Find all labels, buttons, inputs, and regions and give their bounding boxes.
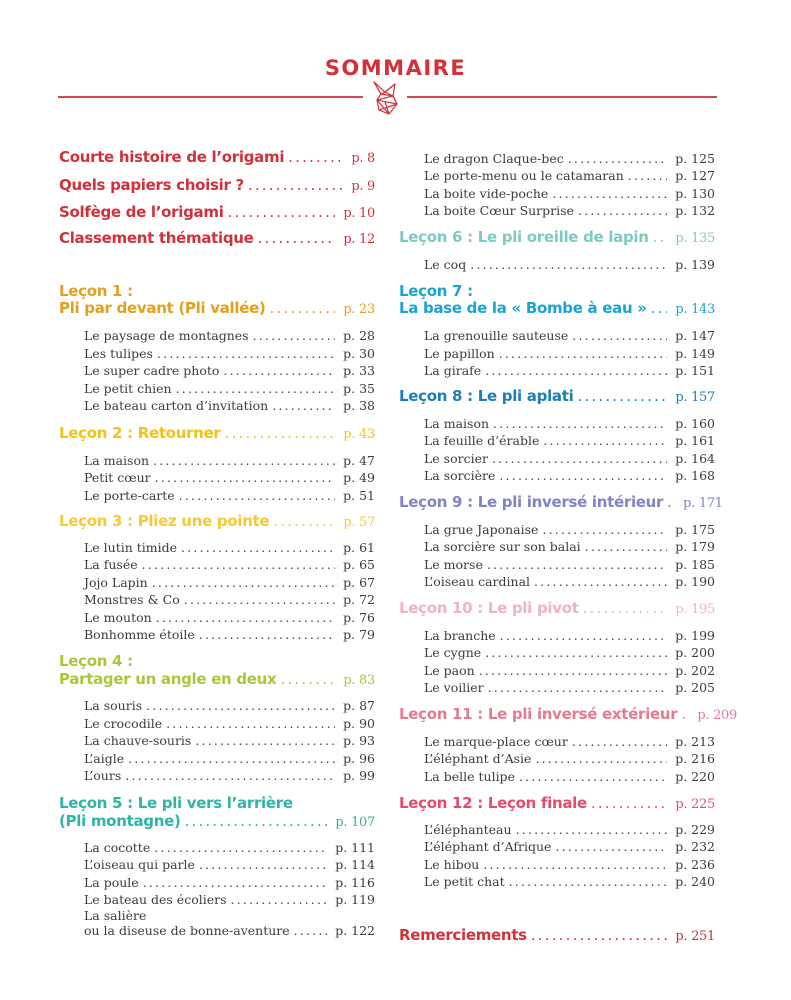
dot-leader — [146, 698, 335, 713]
toc-item[interactable] — [84, 575, 375, 590]
dot-leader — [166, 716, 335, 731]
entry-page: p. 111 — [335, 840, 375, 855]
entry-label: Remerciements — [399, 926, 527, 944]
entry-page: p. 67 — [343, 575, 375, 590]
entry-page: p. 90 — [343, 716, 375, 731]
dot-leader — [509, 874, 668, 889]
entry-page: p. 135 — [675, 231, 715, 246]
toc-item[interactable] — [84, 892, 375, 907]
toc-item[interactable] — [424, 680, 715, 695]
dot-leader — [225, 424, 336, 442]
dot-leader — [591, 794, 668, 812]
dot-leader — [552, 186, 667, 201]
toc-item[interactable] — [84, 488, 375, 503]
entry-page: p. 161 — [675, 433, 715, 448]
page-title: SOMMAIRE — [324, 56, 467, 80]
toc-item[interactable] — [424, 574, 715, 589]
entry-page: p. 93 — [343, 733, 375, 748]
entry-page: p. 175 — [675, 522, 715, 537]
entry-label: Le petit chat — [424, 874, 505, 889]
entry-label: La grenouille sauteuse — [424, 328, 569, 343]
toc-item[interactable] — [424, 363, 715, 378]
entry-page: p. 149 — [675, 346, 715, 361]
toc-item[interactable] — [424, 186, 715, 201]
entry-page: p. 57 — [343, 515, 375, 530]
toc-item[interactable] — [424, 663, 715, 678]
toc-item[interactable] — [84, 610, 375, 625]
dot-leader — [578, 203, 667, 218]
entry-page: p. 9 — [351, 179, 375, 194]
entry-page: p. 216 — [675, 751, 715, 766]
lesson-heading-line1: Leçon 4 : — [59, 652, 133, 670]
toc-item[interactable] — [84, 751, 375, 766]
entry-page: p. 202 — [675, 663, 715, 678]
entry-page: p. 232 — [675, 839, 715, 854]
dot-leader — [492, 451, 667, 466]
entry-label: Le porte-menu ou le catamaran — [424, 168, 624, 183]
entry-label: Quels papiers choisir ? — [59, 176, 244, 194]
toc-item[interactable] — [424, 557, 715, 572]
entry-label: Leçon 12 : Leçon finale — [399, 794, 587, 812]
entry-page: p. 225 — [675, 797, 715, 812]
dot-leader — [152, 575, 335, 590]
entry-page: p. 213 — [675, 734, 715, 749]
entry-label: Leçon 10 : Le pli pivot — [399, 599, 579, 617]
dot-leader — [223, 363, 335, 378]
entry-label: Leçon 9 : Le pli inversé intérieur — [399, 493, 664, 511]
entry-page: p. 72 — [343, 592, 375, 607]
entry-label: La grue Japonaise — [424, 522, 539, 537]
entry-label: Le mouton — [84, 610, 152, 625]
entry-page: p. 199 — [675, 628, 715, 643]
toc-item[interactable] — [84, 398, 375, 413]
entry-label: Leçon 11 : Le pli inversé extérieur — [399, 705, 678, 723]
dot-leader — [667, 493, 675, 511]
entry-label: Leçon 2 : Retourner — [59, 424, 221, 442]
entry-label: La sorcière sur son balai — [424, 539, 581, 554]
dot-leader — [483, 857, 667, 872]
toc-item[interactable] — [424, 451, 715, 466]
entry-page: p. 164 — [675, 451, 715, 466]
toc-item[interactable] — [424, 468, 715, 483]
toc-entry-lesson-5[interactable] — [59, 812, 375, 830]
entry-page: p. 130 — [675, 186, 715, 201]
entry-page: p. 119 — [335, 892, 375, 907]
dot-leader — [176, 381, 336, 396]
entry-page: p. 185 — [675, 557, 715, 572]
dot-leader — [516, 822, 668, 837]
toc-item[interactable] — [424, 645, 715, 660]
toc-item[interactable] — [424, 433, 715, 448]
dot-leader — [142, 557, 336, 572]
entry-label: Le lutin timide — [84, 540, 178, 555]
dot-leader — [231, 892, 328, 907]
entry-page: p. 251 — [675, 929, 715, 944]
toc-item[interactable] — [84, 923, 375, 938]
dot-leader — [258, 229, 336, 247]
dot-leader — [184, 592, 335, 607]
entry-label: La sorcière — [424, 468, 496, 483]
entry-label: La boite vide-poche — [424, 186, 549, 201]
title-divider-right — [407, 96, 717, 98]
entry-label: Le bateau carton d’invitation — [84, 398, 269, 413]
dot-leader — [199, 857, 327, 872]
dot-leader — [572, 328, 667, 343]
dot-leader — [153, 453, 335, 468]
toc-item[interactable] — [424, 539, 715, 554]
entry-label: Le papillon — [424, 346, 495, 361]
toc-entry-lesson-7[interactable] — [399, 299, 715, 317]
entry-page: p. 23 — [343, 302, 375, 317]
entry-page: p. 47 — [343, 453, 375, 468]
toc-item[interactable] — [424, 628, 715, 643]
entry-page: p. 12 — [343, 232, 375, 247]
entry-label: Le sorcier — [424, 451, 488, 466]
toc-item[interactable] — [424, 839, 715, 854]
entry-label: Le bateau des écoliers — [84, 892, 227, 907]
dot-leader — [273, 512, 335, 530]
entry-label: La souris — [84, 698, 143, 713]
entry-label: Le marque-place cœur — [424, 734, 568, 749]
dot-leader — [535, 751, 667, 766]
dot-leader — [125, 768, 335, 783]
dot-leader — [585, 539, 668, 554]
dot-leader — [488, 680, 668, 695]
entry-label: La branche — [424, 628, 496, 643]
entry-page: p. 200 — [675, 645, 715, 660]
entry-label: Bonhomme étoile — [84, 627, 195, 642]
entry-label: Le petit chien — [84, 381, 172, 396]
entry-label: La chauve-souris — [84, 733, 192, 748]
dot-leader — [228, 203, 336, 221]
toc-entry-lesson-2[interactable] — [59, 424, 375, 442]
toc-item[interactable] — [84, 768, 375, 783]
entry-page: p. 28 — [343, 328, 375, 343]
toc-item-line1: La salière — [84, 908, 147, 923]
entry-page: p. 61 — [343, 540, 375, 555]
toc-item[interactable] — [84, 733, 375, 748]
dot-leader — [157, 346, 335, 361]
entry-label: Le super cadre photo — [84, 363, 220, 378]
entry-label: Le paysage de montagnes — [84, 328, 249, 343]
entry-page: p. 139 — [675, 257, 715, 272]
dot-leader — [681, 705, 689, 723]
toc-entry-lesson-12[interactable] — [399, 794, 715, 812]
toc-item[interactable] — [84, 875, 375, 890]
toc-item[interactable] — [424, 346, 715, 361]
entry-page: p. 87 — [343, 698, 375, 713]
entry-label: Pli par devant (Pli vallée) — [59, 299, 266, 317]
entry-label: Solfège de l’origami — [59, 203, 224, 221]
toc-item[interactable] — [84, 557, 375, 572]
entry-page: p. 179 — [675, 539, 715, 554]
toc-item[interactable] — [84, 381, 375, 396]
entry-page: p. 51 — [343, 488, 375, 503]
entry-page: p. 99 — [343, 768, 375, 783]
toc-item[interactable] — [84, 627, 375, 642]
toc-item[interactable] — [424, 151, 715, 166]
entry-page: p. 49 — [343, 470, 375, 485]
toc-item[interactable] — [84, 363, 375, 378]
entry-page: p. 79 — [343, 627, 375, 642]
entry-page: p. 220 — [675, 769, 715, 784]
entry-page: p. 76 — [343, 610, 375, 625]
entry-label: La poule — [84, 875, 139, 890]
entry-label: Leçon 8 : Le pli aplati — [399, 387, 574, 405]
entry-label: La belle tulipe — [424, 769, 515, 784]
toc-entry-lesson-8[interactable] — [399, 387, 715, 405]
entry-label: La maison — [424, 416, 490, 431]
entry-label: L’oiseau cardinal — [424, 574, 531, 589]
toc-item[interactable] — [84, 470, 375, 485]
entry-page: p. 83 — [343, 673, 375, 688]
toc-item[interactable] — [84, 857, 375, 872]
toc-item[interactable] — [84, 698, 375, 713]
toc-item[interactable] — [424, 751, 715, 766]
entry-page: p. 209 — [697, 708, 737, 723]
entry-page: p. 195 — [675, 602, 715, 617]
entry-label: L’ours — [84, 768, 122, 783]
dot-leader — [487, 557, 667, 572]
dot-leader — [199, 627, 335, 642]
toc-item[interactable] — [424, 769, 715, 784]
entry-label: L’oiseau qui parle — [84, 857, 195, 872]
toc-item[interactable] — [424, 734, 715, 749]
entry-label: Leçon 3 : Pliez une pointe — [59, 512, 270, 530]
entry-label: L’éléphant d’Afrique — [424, 839, 552, 854]
dot-leader — [583, 599, 668, 617]
entry-page: p. 125 — [675, 151, 715, 166]
entry-page: p. 10 — [343, 206, 375, 221]
entry-page: p. 205 — [675, 680, 715, 695]
entry-page: p. 38 — [343, 398, 375, 413]
entry-label: Le morse — [424, 557, 483, 572]
dot-leader — [143, 875, 327, 890]
entry-page: p. 143 — [675, 302, 715, 317]
entry-label: Le porte-carte — [84, 488, 175, 503]
entry-page: p. 240 — [675, 874, 715, 889]
toc-item[interactable] — [84, 328, 375, 343]
toc-entry-lesson-9[interactable] — [399, 493, 723, 511]
dot-leader — [294, 923, 328, 938]
title-divider-left — [58, 96, 363, 98]
entry-page: p. 33 — [343, 363, 375, 378]
toc-entry-lesson-10[interactable] — [399, 599, 715, 617]
dot-leader — [154, 840, 327, 855]
toc-entry-lesson-6[interactable] — [399, 228, 715, 246]
entry-label: La cocotte — [84, 840, 151, 855]
entry-label: Les tulipes — [84, 346, 153, 361]
toc-entry-lesson-11[interactable] — [399, 705, 737, 723]
toc-item[interactable] — [424, 257, 715, 272]
dot-leader — [577, 387, 667, 405]
entry-page: p. 132 — [675, 203, 715, 218]
entry-label: Le paon — [424, 663, 475, 678]
entry-label: Le voilier — [424, 680, 484, 695]
toc-item[interactable] — [424, 857, 715, 872]
toc-item[interactable] — [424, 328, 715, 343]
dot-leader — [479, 663, 667, 678]
dot-leader — [542, 522, 667, 537]
entry-page: p. 96 — [343, 751, 375, 766]
entry-label: Le cygne — [424, 645, 482, 660]
dot-leader — [572, 734, 667, 749]
dot-leader — [253, 328, 336, 343]
dot-leader — [543, 433, 667, 448]
toc-item[interactable] — [424, 522, 715, 537]
entry-page: p. 127 — [675, 168, 715, 183]
toc-item[interactable] — [84, 716, 375, 731]
entry-page: p. 147 — [675, 328, 715, 343]
dot-leader — [155, 470, 335, 485]
dot-leader — [628, 168, 667, 183]
entry-label: La fusée — [84, 557, 138, 572]
entry-label: (Pli montagne) — [59, 812, 181, 830]
entry-page: p. 229 — [675, 822, 715, 837]
dot-leader — [568, 151, 667, 166]
lesson-heading-line1: Leçon 5 : Le pli vers l’arrière — [59, 794, 293, 812]
entry-page: p. 35 — [343, 381, 375, 396]
entry-page: p. 160 — [675, 416, 715, 431]
entry-page: p. 190 — [675, 574, 715, 589]
toc-item[interactable] — [84, 592, 375, 607]
dot-leader — [499, 346, 667, 361]
toc-item[interactable] — [84, 540, 375, 555]
entry-label: L’aigle — [84, 751, 125, 766]
entry-label: L’éléphant d’Asie — [424, 751, 532, 766]
dot-leader — [288, 148, 343, 166]
entry-page: p. 168 — [675, 468, 715, 483]
lesson-heading-line1: Leçon 7 : — [399, 282, 473, 300]
entry-label: La girafe — [424, 363, 482, 378]
toc-entry-lesson-1[interactable] — [59, 299, 375, 317]
dot-leader — [534, 574, 667, 589]
dot-leader — [185, 812, 328, 830]
entry-label: Jojo Lapin — [84, 575, 148, 590]
toc-item[interactable] — [424, 874, 715, 889]
entry-page: p. 122 — [335, 923, 375, 938]
entry-page: p. 171 — [683, 496, 723, 511]
entry-label: La boite Cœur Surprise — [424, 203, 574, 218]
dot-leader — [519, 769, 667, 784]
dot-leader — [499, 468, 667, 483]
entry-label: ou la diseuse de bonne-aventure — [84, 923, 290, 938]
dot-leader — [280, 670, 335, 688]
toc-item[interactable] — [84, 840, 375, 855]
entry-page: p. 43 — [343, 427, 375, 442]
dot-leader — [493, 416, 667, 431]
entry-page: p. 8 — [351, 151, 375, 166]
toc-item[interactable] — [424, 416, 715, 431]
toc-item[interactable] — [84, 453, 375, 468]
entry-page: p. 30 — [343, 346, 375, 361]
dot-leader — [272, 398, 335, 413]
toc-entry-intro[interactable] — [59, 176, 375, 194]
entry-label: La base de la « Bombe à eau » — [399, 299, 647, 317]
entry-page: p. 236 — [675, 857, 715, 872]
entry-page: p. 116 — [335, 875, 375, 890]
toc-item[interactable] — [84, 346, 375, 361]
toc-entry-lesson-4[interactable] — [59, 670, 375, 688]
entry-page: p. 157 — [675, 390, 715, 405]
dot-leader — [500, 628, 668, 643]
entry-label: Monstres & Co — [84, 592, 180, 607]
toc-entry-lesson-3[interactable] — [59, 512, 375, 530]
entry-label: Le dragon Claque-bec — [424, 151, 564, 166]
dot-leader — [485, 645, 667, 660]
dot-leader — [485, 363, 667, 378]
entry-label: Classement thématique — [59, 229, 254, 247]
toc-item[interactable] — [424, 168, 715, 183]
toc-entry-remerciements[interactable] — [399, 926, 715, 944]
toc-entry-intro[interactable] — [59, 203, 375, 221]
entry-label: L’éléphanteau — [424, 822, 512, 837]
dot-leader — [128, 751, 335, 766]
lesson-heading-line1: Leçon 1 : — [59, 282, 133, 300]
dot-leader — [248, 176, 343, 194]
entry-label: Leçon 6 : Le pli oreille de lapin — [399, 228, 649, 246]
entry-page: p. 107 — [335, 815, 375, 830]
entry-label: Petit cœur — [84, 470, 151, 485]
dot-leader — [181, 540, 335, 555]
toc-entry-intro[interactable] — [59, 229, 375, 247]
dot-leader — [653, 228, 668, 246]
entry-page: p. 65 — [343, 557, 375, 572]
toc-item[interactable] — [424, 203, 715, 218]
dot-leader — [470, 257, 667, 272]
dot-leader — [156, 610, 335, 625]
entry-page: p. 114 — [335, 857, 375, 872]
entry-label: Le hibou — [424, 857, 480, 872]
entry-label: Le crocodile — [84, 716, 163, 731]
toc-entry-intro[interactable] — [59, 148, 375, 166]
dot-leader — [531, 926, 668, 944]
dot-leader — [651, 299, 668, 317]
entry-label: La feuille d’érable — [424, 433, 540, 448]
entry-label: La maison — [84, 453, 150, 468]
entry-label: Partager un angle en deux — [59, 670, 277, 688]
entry-label: Courte histoire de l’origami — [59, 148, 285, 166]
dot-leader — [195, 733, 335, 748]
toc-item[interactable] — [424, 822, 715, 837]
dot-leader — [555, 839, 667, 854]
dot-leader — [270, 299, 336, 317]
entry-label: Le coq — [424, 257, 467, 272]
entry-page: p. 151 — [675, 363, 715, 378]
origami-butterfly-icon — [369, 80, 401, 116]
dot-leader — [179, 488, 335, 503]
